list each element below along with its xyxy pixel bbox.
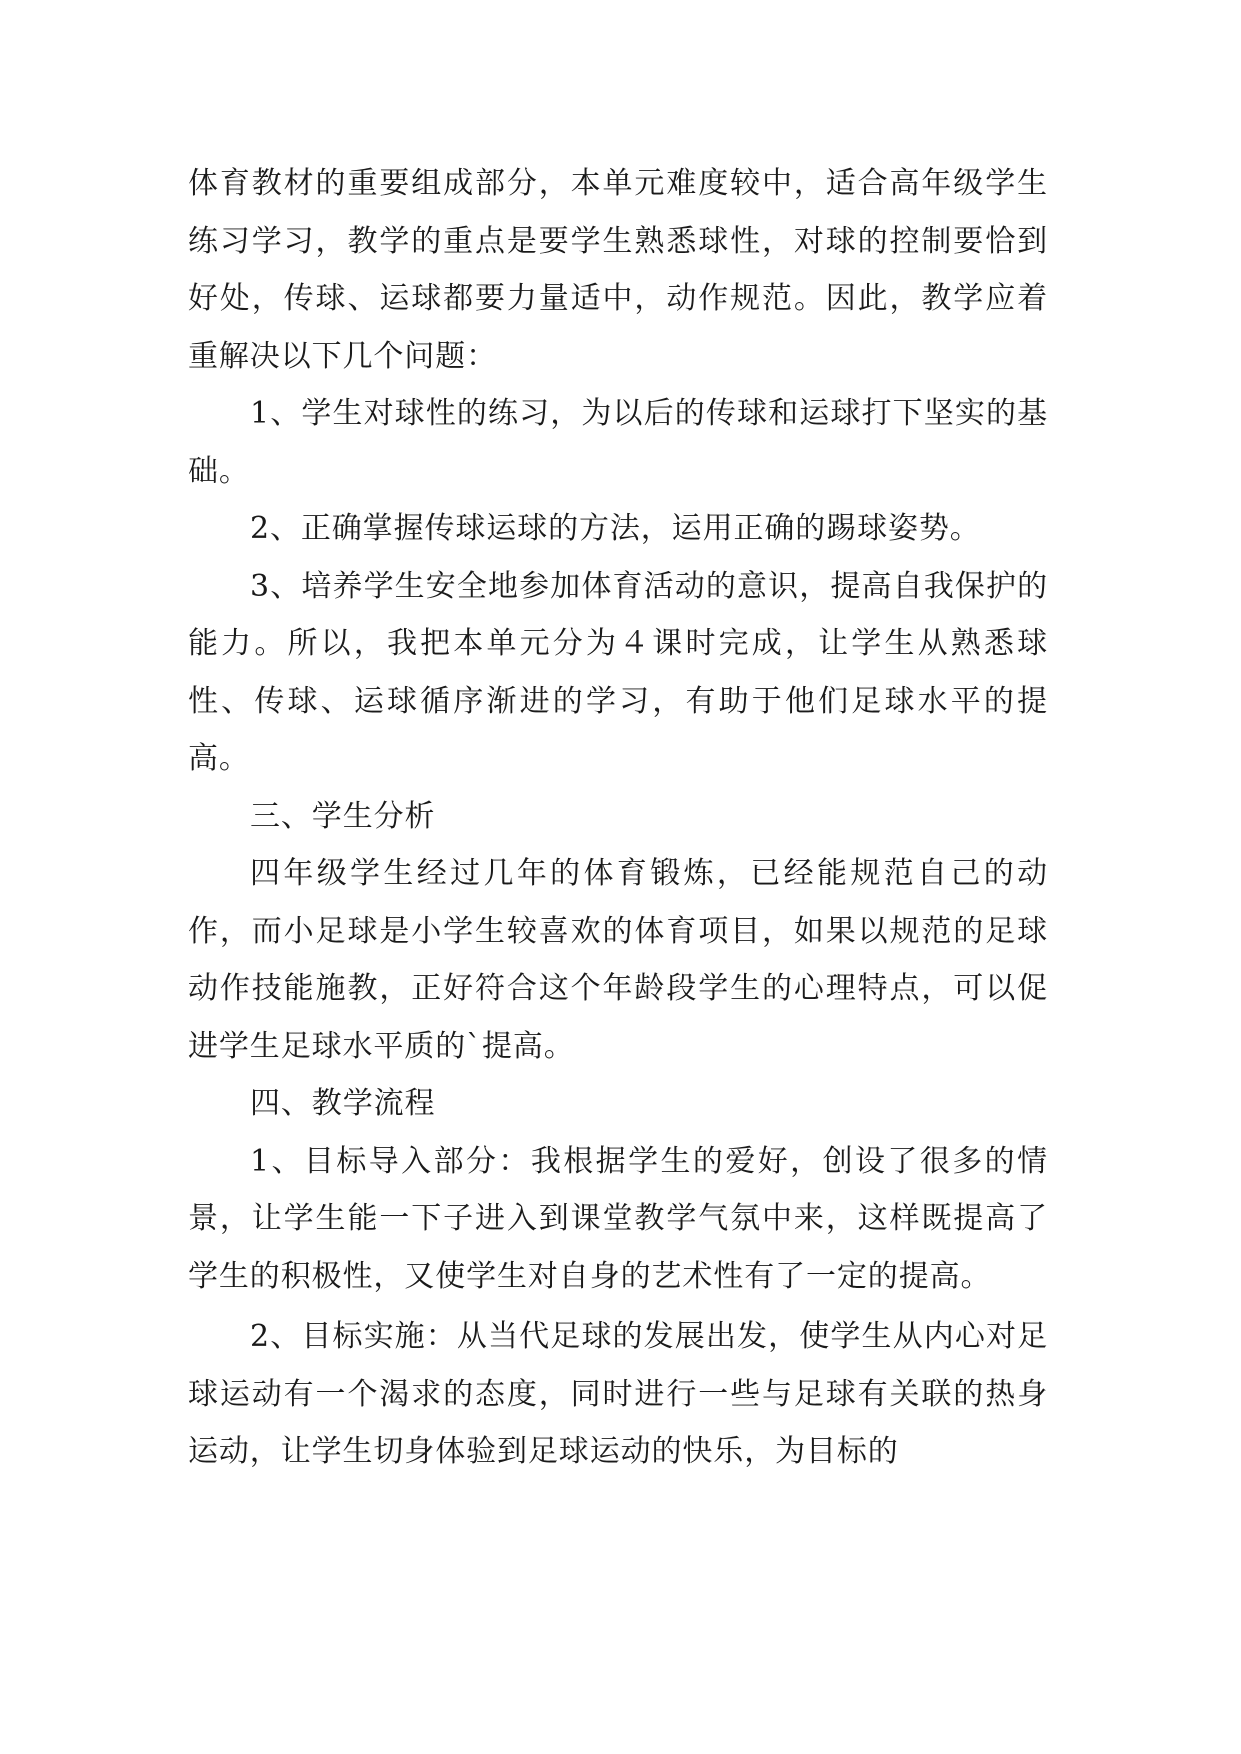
section-heading-student-analysis: 三、学生分析 <box>250 798 436 834</box>
paragraph-goal-implementation: 2、目标实施：从当代足球的发展出发，使学生从内心对足球运动有一个渴求的态度，同时进行一些与足球有关联的热身运动，让学生切身体验到足球运动的快乐，为目标的 <box>188 1319 1048 1469</box>
paragraph-continuation: 体育教材的重要组成部分，本单元难度较中，适合高年级学生练习学习，教学的重点是要学生熟悉球性，对球的控制要恰到好处，传球、运球都要力量适中，动作规范。因此，教学应着重解决以下几个问题： <box>188 166 1048 374</box>
paragraph-list-item-3: 3、培养学生安全地参加体育活动的意识，提高自我保护的能力。所以，我把本单元分为４课时完成，让学生从熟悉球性、传球、运球循序渐进的学习，有助于他们足球水平的提高。 <box>188 568 1048 776</box>
section-heading-teaching-process: 四、教学流程 <box>250 1086 436 1121</box>
document-body <box>188 155 1048 1481</box>
paragraph-list-item-1: 1、学生对球性的练习，为以后的传球和运球打下坚实的基础。 <box>188 396 1048 489</box>
paragraph-list-item-2: 2、正确掌握传球运球的方法，运用正确的踢球姿势。 <box>250 511 981 546</box>
paragraph-student-analysis: 四年级学生经过几年的体育锻炼，已经能规范自己的动作，而小足球是小学生较喜欢的体育项目，如果以规范的足球动作技能施教，正好符合这个年龄段学生的心理特点，可以促进学生足球水平质的`提高。 <box>188 856 1048 1064</box>
paragraph-goal-introduction: 1、目标导入部分：我根据学生的爱好，创设了很多的情景，让学生能一下子进入到课堂教学气氛中来，这样既提高了学生的积极性，又使学生对自身的艺术性有了一定的提高。 <box>188 1143 1048 1294</box>
